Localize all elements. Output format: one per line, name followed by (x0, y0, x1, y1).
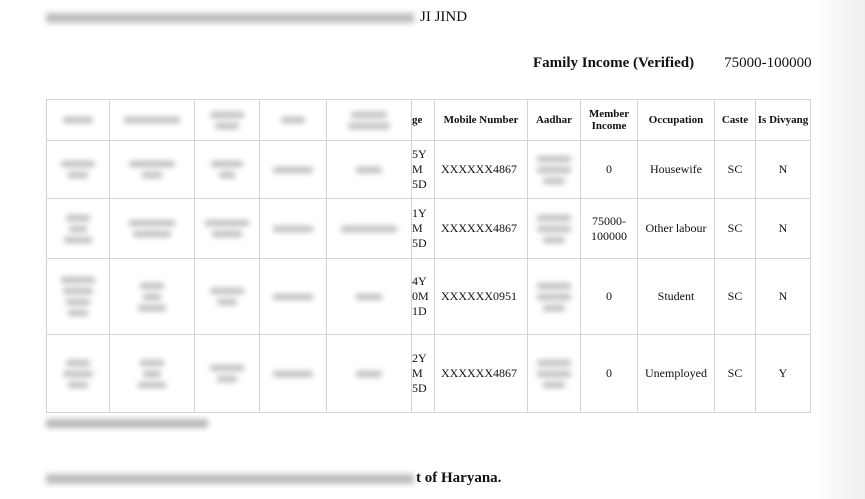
header-district: JI JIND (420, 9, 468, 25)
family-income-value: 75000-100000 (724, 55, 812, 71)
blurred-header-cell (327, 100, 412, 141)
header-divyang: Is Divyang (756, 100, 811, 141)
blurred-cell (195, 199, 260, 259)
mobile-cell: XXXXXX4867 (435, 335, 528, 413)
blurred-header-cell (260, 100, 327, 141)
blurred-cell (195, 259, 260, 335)
blurred-cell (260, 199, 327, 259)
family-income-label: Family Income (Verified) (533, 55, 695, 71)
header-age: ge (412, 100, 435, 141)
aadhar-cell-masked (528, 141, 581, 199)
caste-cell: SC (715, 141, 756, 199)
table-row (47, 259, 811, 335)
consent-statement (46, 470, 501, 487)
header-mobile: Mobile Number (435, 100, 528, 141)
blurred-cell (47, 199, 110, 259)
caste-cell: SC (715, 259, 756, 335)
aadhar-cell-masked (528, 259, 581, 335)
mobile-cell: XXXXXX0951 (435, 259, 528, 335)
blurred-cell (47, 335, 110, 413)
blurred-cell (47, 259, 110, 335)
blurred-cell (327, 199, 412, 259)
family-income-summary (533, 55, 812, 72)
caste-cell: SC (715, 199, 756, 259)
aadhar-cell-masked (528, 199, 581, 259)
blurred-cell (47, 141, 110, 199)
age-cell: 2Y M 5D (412, 335, 435, 413)
consent-visible-text: t of Haryana. (416, 470, 502, 486)
income-cell: 0 (581, 141, 638, 199)
header-member-income: Member Income (581, 100, 638, 141)
blurred-cell (110, 141, 195, 199)
blurred-cell (327, 259, 412, 335)
blurred-cell (110, 259, 195, 335)
header-caste: Caste (715, 100, 756, 141)
table-row (47, 199, 811, 259)
header-aadhar: Aadhar (528, 100, 581, 141)
blurred-header-text (46, 13, 414, 23)
blurred-header-cell (110, 100, 195, 141)
mobile-cell: XXXXXX4867 (435, 141, 528, 199)
blurred-header-cell (195, 100, 260, 141)
blurred-cell (327, 141, 412, 199)
divyang-cell: N (756, 259, 811, 335)
blurred-cell (260, 259, 327, 335)
blurred-cell (195, 335, 260, 413)
occupation-cell: Housewife (638, 141, 715, 199)
blurred-pagination-info (46, 419, 208, 428)
blurred-header-cell (47, 100, 110, 141)
blurred-cell (110, 199, 195, 259)
divyang-cell: N (756, 141, 811, 199)
blurred-cell (327, 335, 412, 413)
table-row (47, 141, 811, 199)
occupation-cell: Other labour (638, 199, 715, 259)
header-line (46, 9, 467, 26)
table-row (47, 335, 811, 413)
divyang-cell: Y (756, 335, 811, 413)
family-members-table (46, 99, 811, 413)
age-cell: 1Y M 5D (412, 199, 435, 259)
right-edge-shadow (815, 0, 865, 499)
divyang-cell: N (756, 199, 811, 259)
caste-cell: SC (715, 335, 756, 413)
occupation-cell: Student (638, 259, 715, 335)
left-edge-fade (0, 0, 40, 499)
blurred-cell (260, 335, 327, 413)
blurred-cell (110, 335, 195, 413)
age-cell: 5Y M 5D (412, 141, 435, 199)
blurred-cell (260, 141, 327, 199)
blurred-cell (195, 141, 260, 199)
income-cell: 0 (581, 335, 638, 413)
table-header-row (47, 100, 811, 141)
header-occupation: Occupation (638, 100, 715, 141)
occupation-cell: Unemployed (638, 335, 715, 413)
income-cell: 75000-100000 (581, 199, 638, 259)
income-cell: 0 (581, 259, 638, 335)
mobile-cell: XXXXXX4867 (435, 199, 528, 259)
blurred-consent-text (46, 474, 414, 484)
age-cell: 4Y 0M 1D (412, 259, 435, 335)
aadhar-cell-masked (528, 335, 581, 413)
